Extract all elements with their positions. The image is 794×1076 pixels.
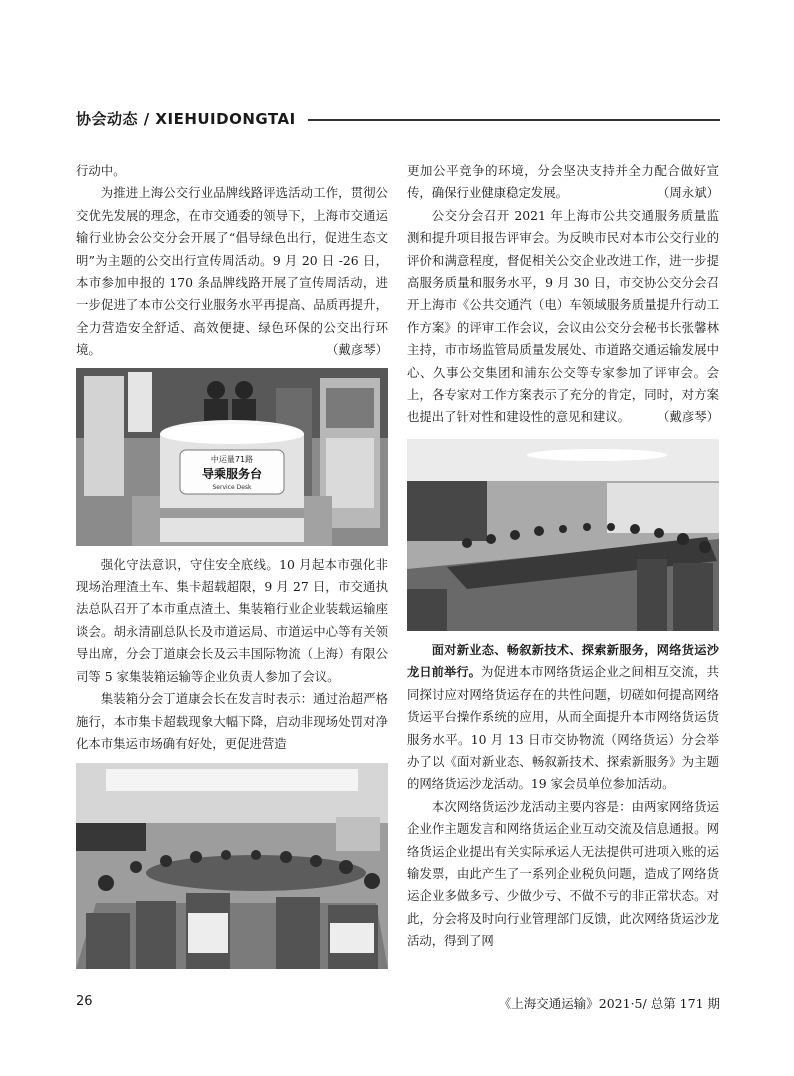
left-paragraph-1-text: 为推进上海公交行业品牌线路评选活动工作，贯彻公交优先发展的理念，在市交通委的领导下，上海市交通运输行业协会公交分会开展了“倡导绿色出行，促进生态文明”为主题的公交出行宣传周活动。9 月 20 日 -26 日，本市参加申报的 170 条品牌线路开展了宣传周活动，进一步促进了本市公交行业服务水平再提高、品质再提升，全力营造安全舒适、高效便捷、绿色环保的公交出行环境。: [76, 185, 388, 358]
photo-meeting-room-2: [407, 439, 719, 631]
right-paragraph-1-text: 公交分会召开 2021 年上海市公共交通服务质量监测和提升项目报告评审会。为反映市民对本市公交行业的评价和满意程度，督促相关公交企业改进工作，进一步提高服务质量和服务水平，9 月 30 日，市交协公交分会召开上海市《公共交通汽（电）车领域服务质量提升行动工作方案》的评审工作会议，会议由公交分会秘书长张馨林主持，市市场监管局质量发展处、市道路交通运输发展中心、久事公交集团和浦东公交等专家参加了评审会。会上，各专家对工作方案表示了充分的肯定，同时，对方案也提出了针对性和建设性的意见和建议。: [407, 207, 719, 425]
publication-info: 《上海交通运输》2021·5/ 总第 171 期: [498, 996, 720, 1011]
right-paragraph-2: [407, 639, 719, 796]
right-column: [407, 160, 719, 953]
left-paragraph-2: 强化守法意识，守住安全底线。10 月起本市强化非现场治理渣土车、集卡超载超限，9 月 27 日，市交通执法总队召开了本市重点渣土、集装箱行业企业装载运输座谈会。胡永清副总队长及市道运局、市道运中心等有关领导出席，分会丁道康会长及云丰国际物流（上海）有限公司等 5 家集装箱运输等企业负责人参加了会议。: [76, 556, 388, 684]
right-paragraph-2-lead: 面对新业态、畅叙新技术、探索新服务，网络货运沙龙日前举行。: [407, 642, 719, 680]
left-paragraph-1: [76, 182, 388, 361]
left-paragraph-0: 行动中。: [76, 163, 126, 178]
right-signature-1: （戴彦琴）: [657, 409, 719, 425]
right-signature-0: （周永斌）: [657, 185, 719, 201]
right-paragraph-3: 本次网络货运沙龙活动主要内容是：由两家网络货运企业作主题发言和网络货运企业互动交流及信息通报。网络货运企业提出有关实际承运人无法提供可进项入账的运输发票，由此产生了一系列企业税负问题，造成了网络货运企业多做多亏、少做少亏、不做不亏的非正常状态。对此，分会将及时向行业管理部门反馈，此次网络货运沙龙活动，得到了网: [407, 798, 719, 949]
photo-meeting-room-1: [76, 763, 388, 969]
right-paragraph-0: [407, 160, 719, 205]
header-rule: [308, 119, 720, 121]
right-paragraph-2-text: 为促进本市网络货运企业之间相互交流，共同探讨应对网络货运存在的共性问题，切磋如何提高网络货运平台操作系统的应用，从而全面提升本市网络货运货服务水平。10 月 13 日市交协物流（网络货运）分会举办了以《面对新业态、畅叙新技术、探索新服务》为主题的网络货运沙龙活动。19 家会员单位参加活动。: [407, 664, 720, 792]
right-paragraph-1: [407, 205, 719, 429]
desk-sign: 导乘服务台: [201, 466, 263, 481]
section-title: 协会动态 / XIEHUIDONGTAI: [76, 110, 296, 128]
page-number: 26: [76, 994, 93, 1009]
section-header: [76, 108, 720, 132]
right-paragraph-0-text: 更加公平竞争的环境，分会坚决支持并全力配合做好宣传，确保行业健康稳定发展。: [407, 163, 719, 201]
left-signature-1: （戴彦琴）: [326, 342, 388, 358]
photo-service-desk: [76, 368, 388, 546]
desk-sub: Service Desk: [212, 483, 252, 491]
left-paragraph-3: 集装箱分会丁道康会长在发言时表示：通过治超严格施行，本市集卡超载现象大幅下降，启动非现场处罚对净化本市集运市场确有好处，更促进营造: [76, 691, 388, 751]
desk-brand: 中运量71路: [210, 454, 254, 464]
left-column: [76, 160, 388, 977]
